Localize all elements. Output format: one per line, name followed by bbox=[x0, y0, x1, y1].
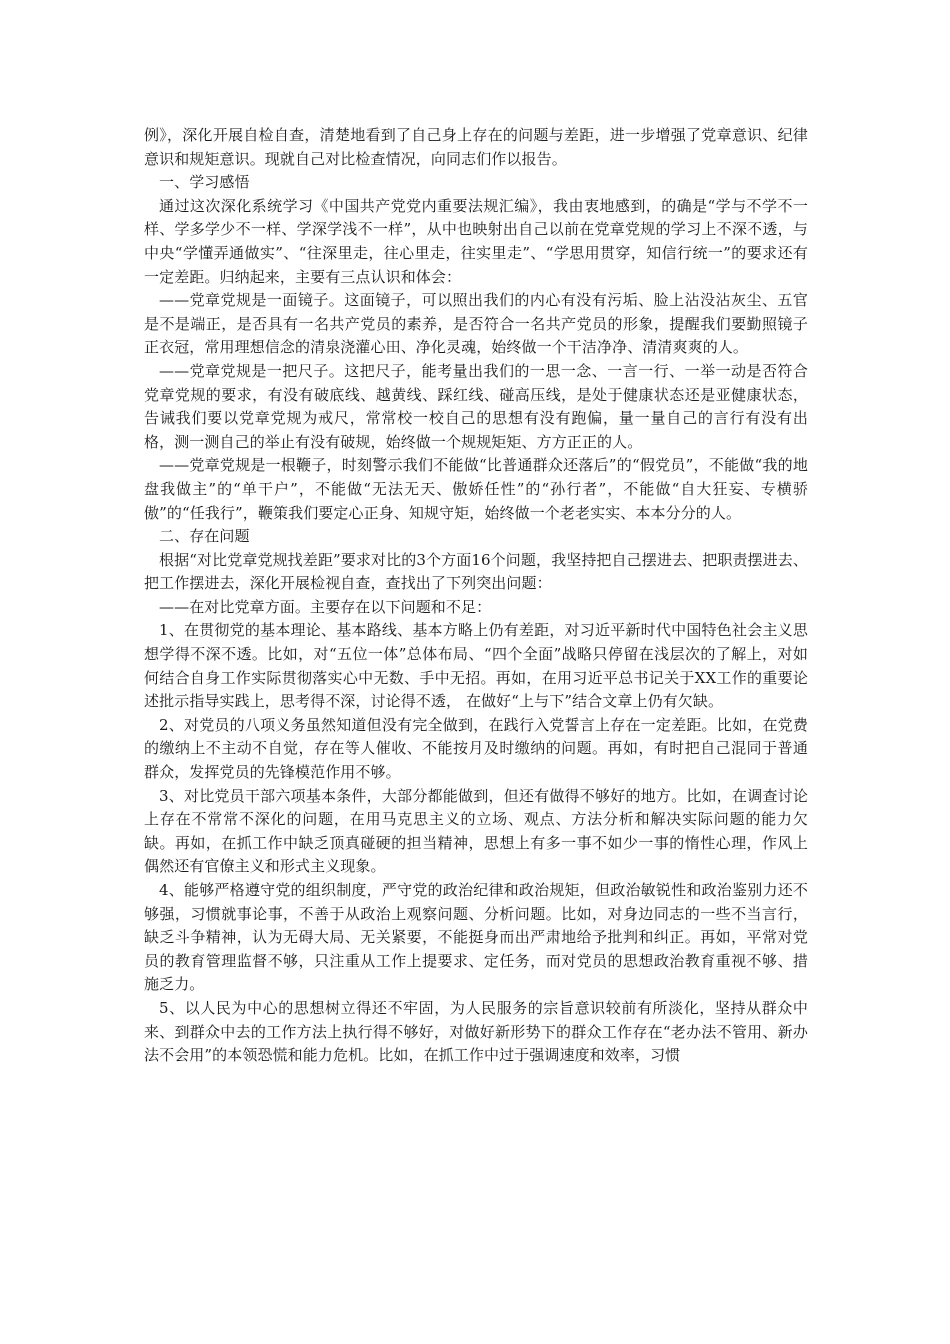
section-heading-learning: 一、学习感悟 bbox=[159, 173, 250, 192]
document-page bbox=[144, 124, 808, 1068]
problem-item-4: 4、能够严格遵守党的组织制度，严守党的政治纪律和政治规矩，但政治敏锐性和政治鉴别力还不够强，习惯就事论事，不善于从政治上观察问题、分析问题。比如，对身边同志的一些不当言行，缺乏斗争精神，认为无碍大局、无关紧要，不能挺身而出严肃地给予批判和纠正。再如，平常对党员的教育管理监督不够，只注重从工作上提要求、定任务，而对党员的思想政治教育重视不够、措施乏力。 bbox=[144, 881, 808, 994]
section-heading-problems: 二、存在问题 bbox=[159, 527, 250, 546]
problem-item-3: 3、对比党员干部六项基本条件，大部分都能做到，但还有做得不够好的地方。比如，在调查讨论上存在不常常不深化的问题，在用马克思主义的立场、观点、方法分析和解决实际问题的能力欠缺。再如，在抓工作中缺乏顶真碰硬的担当精神，思想上有多一事不如少一事的惰性心理，作风上偶然还有官僚主义和形式主义现象。 bbox=[144, 786, 808, 876]
body-paragraph: 通过这次深化系统学习《中国共产党党内重要法规汇编》，我由衷地感到，的确是“学与不学不一样、学多学少不一样、学深学浅不一样”，从中也映射出自己以前在党章党规的学习上不深不透，与中央“学懂弄通做实”、“往深里走，往心里走，往实里走”、“学思用贯穿，知信行统一”的要求还有一定差距。归纳起来，主要有三点认识和体会： bbox=[144, 196, 808, 286]
problem-item-5: 5、以人民为中心的思想树立得还不牢固，为人民服务的宗旨意识较前有所淡化，坚持从群众中来、到群众中去的工作方法上执行得不够好，对做好新形势下的群众工作存在“老办法不管用、新办法不会用”的本领恐慌和能力危机。比如，在抓工作中过于强调速度和效率，习惯 bbox=[144, 998, 808, 1065]
body-paragraph: 根据“对比党章党规找差距”要求对比的3个方面16个问题，我坚持把自己摆进去、把职责摆进去、把工作摆进去，深化开展检视自查，查找出了下列突出问题： bbox=[144, 550, 808, 593]
body-paragraph-mirror: ——党章党规是一面镜子。这面镜子，可以照出我们的内心有没有污垢、脸上沾没沾灰尘、五官是不是端正，是否具有一名共产党员的素养，是否符合一名共产党员的形象，提醒我们要勤照镜子正衣冠，常用理想信念的清泉浇灌心田、净化灵魂，始终做一个干洁净净、清清爽爽的人。 bbox=[144, 291, 808, 357]
problem-item-1: 1、在贯彻党的基本理论、基本路线、基本方略上仍有差距，对习近平新时代中国特色社会主义思想学得不深不透。比如，对“五位一体”总体布局、“四个全面”战略只停留在浅层次的了解上，对如何结合自身工作实际贯彻落实心中无数、手中无招。再如，在用习近平总书记关于XX工作的重要论述批示指导实践上，思考得不深，讨论得不透， 在做好“上与下”结合文章上仍有欠缺。 bbox=[144, 621, 808, 711]
body-paragraph-ruler: ——党章党规是一把尺子。这把尺子，能考量出我们的一思一念、一言一行、一举一动是否符合党章党规的要求，有没有破底线、越黄线、踩红线、碰高压线，是处于健康状态还是亚健康状态，告诫我们要以党章党规为戒尺，常常校一校自己的思想有没有跑偏，量一量自己的言行有没有出格，测一测自己的举止有没有破规，始终做一个规规矩矩、方方正正的人。 bbox=[144, 361, 808, 451]
body-paragraph: ——在对比党章方面。主要存在以下问题和不足： bbox=[159, 597, 492, 616]
body-paragraph-whip: ——党章党规是一根鞭子，时刻警示我们不能做“比普通群众还落后”的“假党员”，不能做“我的地盘我做主”的“单干户”，不能做“无法无天、傲娇任性”的“孙行者”，不能做“自大狂妄、专横骄傲”的“任我行”，鞭策我们要定心正身、知规守矩，始终做一个老老实实、本本分分的人。 bbox=[144, 456, 808, 522]
problem-item-2: 2、对党员的八项义务虽然知道但没有完全做到，在践行入党誓言上存在一定差距。比如，在党费的缴纳上不主动不自觉，存在等人催收、不能按月及时缴纳的问题。再如，有时把自己混同于普通群众，发挥党员的先锋模范作用不够。 bbox=[144, 715, 808, 782]
intro-paragraph: 例》，深化开展自检自查，清楚地看到了自己身上存在的问题与差距，进一步增强了党章意识、纪律意识和规矩意识。现就自己对比检查情况，向同志们作以报告。 bbox=[144, 126, 808, 168]
